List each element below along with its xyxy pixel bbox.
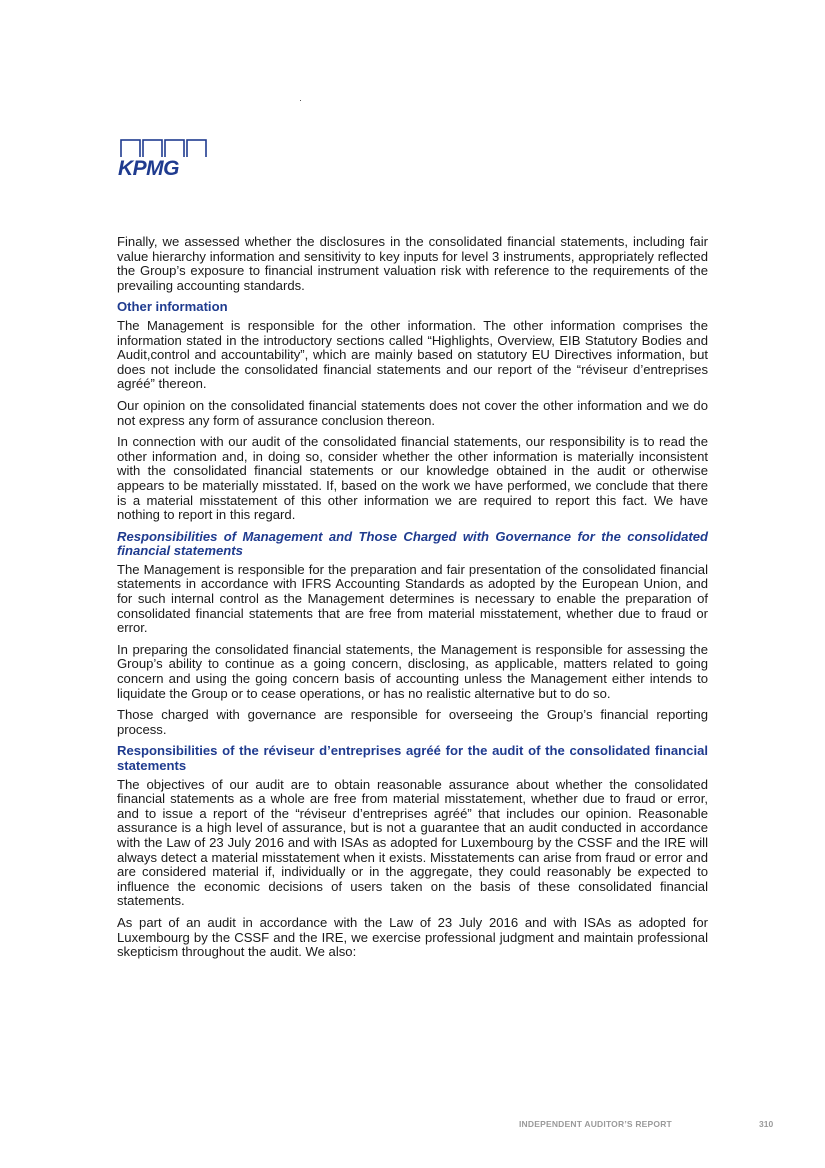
paragraph-management-other-info: The Management is responsible for the other information. The other information comprises the information stated in the introductory sections called “Highlights, Overview, EIB Statutory Bodies and Audit,control and accountability”, which are mainly based on statutory EU Directives information, but does not include the consolidated financial statements and our report of the “réviseur d’entreprises agréé” thereon.	[117, 317, 708, 392]
heading-responsibilities-management: Responsibilities of Management and Those Charged with Governance for the consolidated financial statements	[117, 528, 708, 559]
paragraph-management-preparation: The Management is responsible for the preparation and fair presentation of the consolidated financial statements in accordance with IFRS Accounting Standards as adopted by the European Union, and for such internal control as the Management determines is necessary to enable the preparation of consolidated financial statements that are free from material misstatement, whether due to fraud or error.	[117, 561, 708, 636]
heading-other-information: Other information	[117, 299, 228, 315]
report-body	[117, 235, 708, 967]
stray-dot	[300, 100, 301, 101]
kpmg-logo	[116, 138, 212, 178]
footer-page-number: 310	[759, 1119, 774, 1129]
paragraph-professional-judgment: As part of an audit in accordance with the Law of 23 July 2016 and with ISAs as adopted for Luxembourg by the CSSF and the IRE, we exercise professional judgment and maintain professional skepticism throughout the audit. We also:	[117, 914, 708, 960]
svg-text:KPMG: KPMG	[118, 157, 179, 178]
heading-responsibilities-reviseur: Responsibilities of the réviseur d’entreprises agréé for the audit of the consolidated financial statements	[117, 743, 708, 773]
paragraph-fair-value-disclosures: Finally, we assessed whether the disclosures in the consolidated financial statements, including fair value hierarchy information and sensitivity to key inputs for level 3 instruments, appropriately reflected the Group’s exposure to financial instrument valuation risk with reference to the requirements of the prevailing accounting standards.	[117, 234, 708, 293]
paragraph-audit-objectives: The objectives of our audit are to obtain reasonable assurance about whether the consolidated financial statements as a whole are free from material misstatement, whether due to fraud or error, and to issue a report of the “réviseur d’entreprises agréé” that includes our opinion. Reasonable assurance is a high level of assurance, but is not a guarantee that an audit conducted in accordance with the Law of 23 July 2016 and with ISAs as adopted for Luxembourg by the CSSF and the IRE will always detect a material misstatement when it exists. Misstatements can arise from fraud or error and are considered material if, individually or in the aggregate, they could reasonably be expected to influence the economic decisions of users taken on the basis of these consolidated financial statements.	[117, 776, 708, 909]
paragraph-opinion-scope: Our opinion on the consolidated financial statements does not cover the other information and we do not express any form of assurance conclusion thereon.	[117, 397, 708, 428]
footer-report-title: INDEPENDENT AUDITOR’S REPORT	[519, 1119, 672, 1129]
paragraph-governance-oversight: Those charged with governance are responsible for overseeing the Group’s financial reporting process.	[117, 707, 708, 737]
paragraph-going-concern: In preparing the consolidated financial statements, the Management is responsible for assessing the Group’s ability to continue as a going concern, disclosing, as applicable, matters related to going concern and using the going concern basis of accounting unless the Management either intends to liquidate the Group or to cease operations, or has no realistic alternative but to do so.	[117, 641, 708, 701]
paragraph-audit-responsibility: In connection with our audit of the consolidated financial statements, our responsibility is to read the other information and, in doing so, consider whether the other information is materially inconsistent with the consolidated financial statements or our knowledge obtained in the audit or otherwise appears to be materially misstated. If, based on the work we have performed, we conclude that there is a material misstatement of this other information we are required to report this fact. We have nothing to report in this regard.	[117, 434, 708, 523]
